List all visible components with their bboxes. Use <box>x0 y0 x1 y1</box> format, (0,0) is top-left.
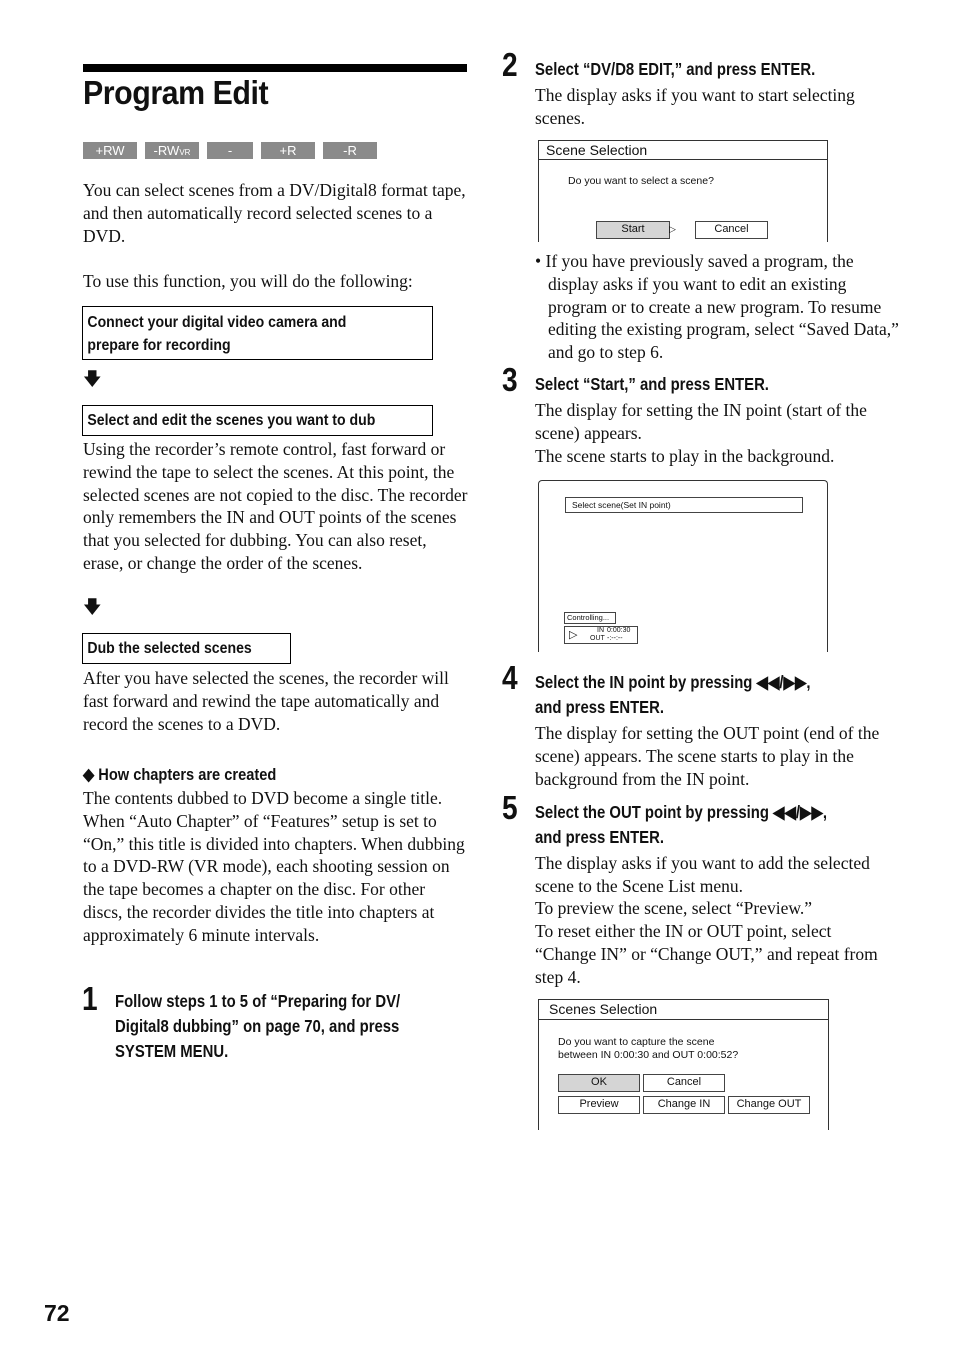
badge-minus-rw-vr: -RWVR <box>145 142 199 159</box>
flow-box-connect-line2: prepare for recording <box>87 337 231 354</box>
step-2-text: The display asks if you want to start selecting scenes. <box>535 85 855 128</box>
down-arrow-icon: 🡇 <box>83 597 102 618</box>
flow-box-connect-line1: Connect your digital video camera and <box>87 314 347 331</box>
flow-dub-text: After you have selected the scenes, the recorder will fast forward and rewind the tape automatically and record the scenes to a DVD. <box>83 668 449 734</box>
step-2-bullet: • If you have previously saved a program, the display asks if you want to edit an existing program or to create a new program. To resume editing the existing program, select “Saved Data,” and go to step 6. <box>535 251 899 363</box>
screen-title: Scenes Selection <box>549 1001 658 1017</box>
intro-text: You can select scenes from a DV/Digital8 format tape, and then automatically record selected scenes to a DVD. <box>83 180 466 246</box>
chapters-text: The contents dubbed to DVD become a single title. When “Auto Chapter” of “Features” setup is set to “On,” this title is divided into chapters. When dubbing to a DVD-RW (VR mode), each shooting session on the tape becomes a chapter on the disc. For other discs, the recorder divides the title into chapters at approximately 6 minute intervals. <box>83 788 465 945</box>
step-3-number: 3 <box>502 361 518 398</box>
step-3-text: The display for setting the IN point (start of the scene) appears. <box>535 400 867 443</box>
screen-question: Do you want to select a scene? <box>568 175 714 187</box>
cursor-icon: ▷ <box>669 225 676 235</box>
scene-field: Select scene(Set IN point) <box>565 497 803 513</box>
controlling-status: Controlling... <box>564 612 616 624</box>
ok-button[interactable]: OK <box>558 1074 640 1092</box>
screen-title: Scene Selection <box>546 142 648 158</box>
down-arrow-icon: 🡇 <box>83 369 102 390</box>
cancel-button[interactable]: Cancel <box>643 1074 725 1092</box>
step-5-text-2: To preview the scene, select “Preview.” <box>535 898 813 918</box>
flow-box-select <box>82 405 433 436</box>
flow-box-dub <box>82 633 291 664</box>
change-in-button[interactable]: Change IN <box>643 1096 725 1114</box>
step-1-number: 1 <box>82 980 98 1017</box>
step-4-text: The display for setting the OUT point (end of the scene) appears. The scene starts to play in the background from the IN point. <box>535 723 880 789</box>
scenes-selection-screen <box>538 999 829 1130</box>
flow-box-dub-label: Dub the selected scenes <box>87 640 252 657</box>
preview-button[interactable]: Preview <box>558 1096 640 1114</box>
page-title: Program Edit <box>83 74 269 111</box>
step-3-heading: Select “Start,” and press ENTER. <box>535 374 769 394</box>
badge-plus-r: +R <box>261 142 315 159</box>
flow-select-text: Using the recorder’s remote control, fast forward or rewind the tape to select the scenes. At this point, the selected scenes are not copied to the disc. The recorder only remembers the IN and OUT points of the scenes that you selected for dubbing. You can also reset, erase, or change the order of the scenes. <box>83 439 468 573</box>
step-2-number: 2 <box>502 46 518 83</box>
step-5-number: 5 <box>502 789 518 826</box>
screen-question-line1: Do you want to capture the scene <box>558 1036 715 1048</box>
step-4-heading: Select the IN point by pressing ◀◀/▶▶, and press ENTER. <box>535 672 811 717</box>
step-3-text-2: The scene starts to play in the background. <box>535 446 835 466</box>
play-icon: ▷ <box>569 628 578 641</box>
step-4-number: 4 <box>502 659 518 696</box>
out-time: -:--:-- <box>607 635 623 642</box>
step-1-heading: Follow steps 1 to 5 of “Preparing for DV/ Digital8 dubbing” on page 70, and press SYSTEM MENU. <box>115 991 401 1061</box>
badge-minus-rw-video: -RWVideo <box>207 142 253 159</box>
in-label: IN <box>597 627 604 634</box>
step-5-text-3: To reset either the IN or OUT point, select “Change IN” or “Change OUT,” and repeat from step 4. <box>535 921 878 987</box>
start-button[interactable]: Start <box>596 221 670 239</box>
step-2-heading: Select “DV/D8 EDIT,” and press ENTER. <box>535 59 816 79</box>
badge-minus-r: -R <box>323 142 377 159</box>
flow-box-connect <box>82 306 433 360</box>
title-rule <box>83 64 467 72</box>
set-in-point-screen <box>538 480 828 652</box>
change-out-button[interactable]: Change OUT <box>728 1096 810 1114</box>
in-time: 0:00:30 <box>607 627 631 634</box>
screen-question-line2: between IN 0:00:30 and OUT 0:00:52? <box>558 1049 739 1061</box>
step-5-text: The display asks if you want to add the selected scene to the Scene List menu. <box>535 853 870 896</box>
scene-selection-screen <box>538 140 828 242</box>
intro-text-2: To use this function, you will do the following: <box>83 271 413 291</box>
flow-box-select-label: Select and edit the scenes you want to dub <box>87 412 376 429</box>
chapters-heading: ◆ How chapters are created <box>83 765 277 784</box>
disc-badges <box>83 142 377 175</box>
timecode-panel <box>564 626 638 644</box>
badge-plus-rw: +RW <box>83 142 137 159</box>
step-5-heading: Select the OUT point by pressing ◀◀/▶▶, and press ENTER. <box>535 802 828 847</box>
out-label: OUT <box>590 635 605 642</box>
page-number: 72 <box>44 1300 70 1326</box>
cancel-button[interactable]: Cancel <box>695 221 768 239</box>
